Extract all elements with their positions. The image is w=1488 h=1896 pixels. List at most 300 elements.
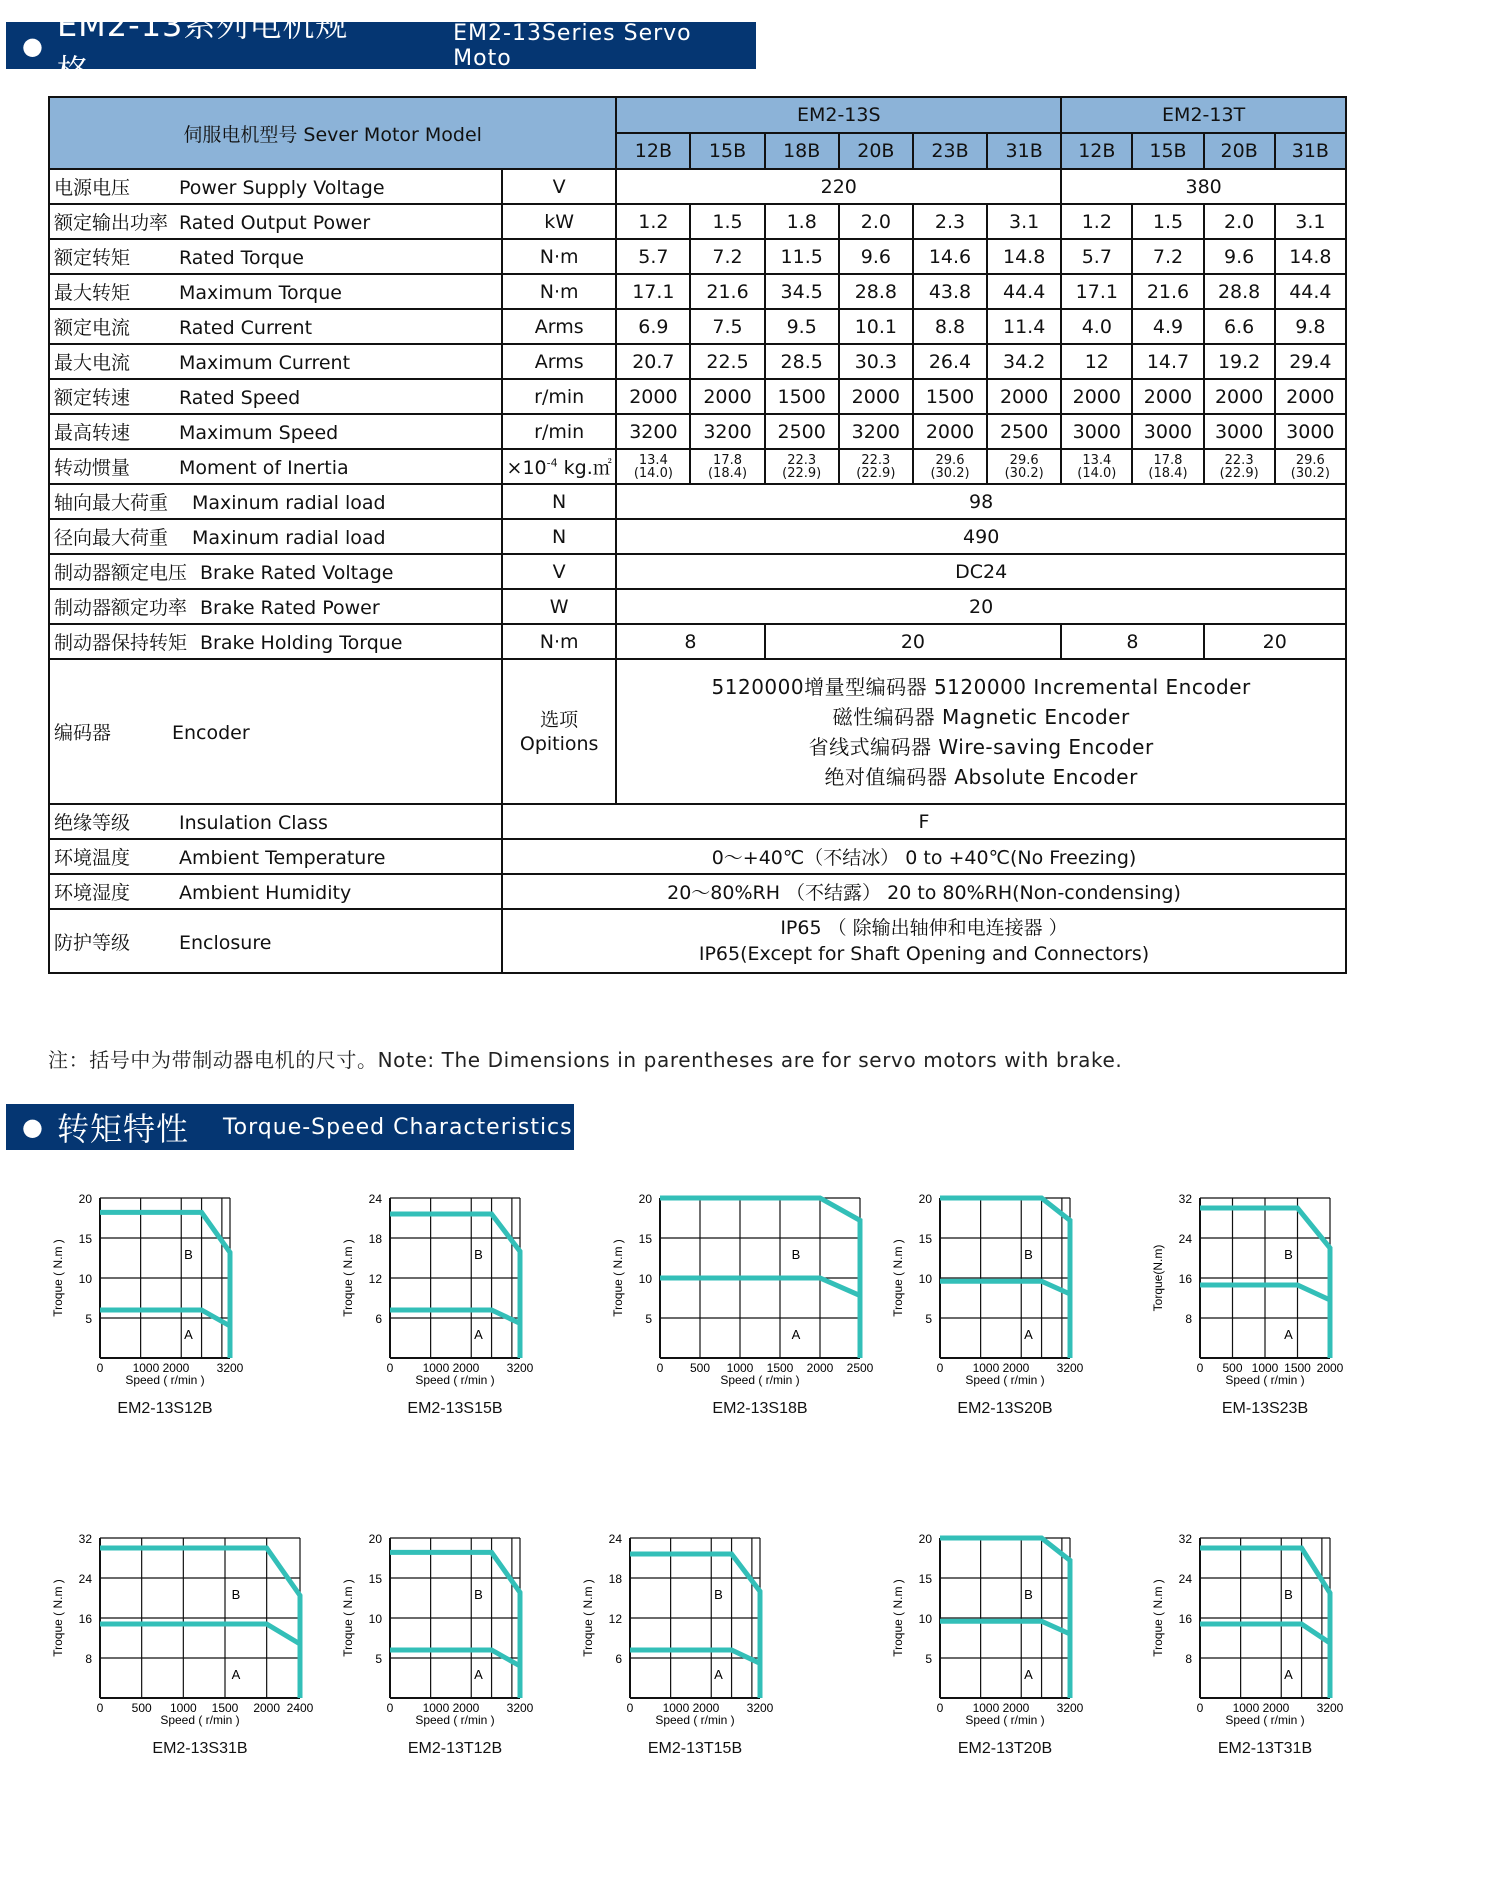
x-tick-label: 0 xyxy=(656,1361,664,1375)
y-axis-label: Troque ( N.m ) xyxy=(891,1239,905,1317)
table-row xyxy=(49,274,1346,309)
value-cell: 1.5 xyxy=(1132,204,1203,239)
model-header: 伺服电机型号 Sever Motor Model xyxy=(49,97,616,169)
x-tick-label: 0 xyxy=(386,1361,394,1375)
y-tick-label: 12 xyxy=(608,1612,622,1626)
unit-cell: V xyxy=(502,169,616,204)
value-cell: 9.6 xyxy=(1204,239,1275,274)
row-label-en: Brake Holding Torque xyxy=(200,632,403,654)
section-header-specs xyxy=(6,5,756,90)
y-tick-label: 10 xyxy=(638,1272,652,1286)
region-label-b: B xyxy=(474,1246,483,1262)
value-cell: 8.8 xyxy=(913,309,987,344)
inertia-value: 13.4 xyxy=(1082,452,1112,468)
x-tick-label: 1500 xyxy=(766,1361,794,1375)
torque-curve-b xyxy=(100,1212,230,1358)
y-tick-label: 5 xyxy=(375,1652,382,1666)
value-cell: 34.2 xyxy=(987,344,1061,379)
model-header-cell: 23B xyxy=(913,133,987,169)
inertia-value: 22.3 xyxy=(1224,452,1254,468)
unit-cell: W xyxy=(502,589,616,624)
x-tick-label: 3200 xyxy=(1056,1701,1084,1715)
unit-cell: N·m xyxy=(502,624,616,659)
voltage-s: 220 xyxy=(616,169,1061,204)
table-row xyxy=(49,309,1346,344)
value-cell: 490 xyxy=(616,519,1346,554)
row-label xyxy=(49,379,502,414)
y-tick-label: 24 xyxy=(368,1192,382,1206)
option-label-en: Opitions xyxy=(519,732,599,755)
inertia-value: 22.3 xyxy=(787,452,817,468)
row-label xyxy=(49,344,502,379)
torque-curve-b xyxy=(390,1552,520,1698)
value-cell xyxy=(1275,449,1346,484)
value-cell: 34.5 xyxy=(765,274,839,309)
value-cell: 4.0 xyxy=(1061,309,1132,344)
model-header-cell: 31B xyxy=(1275,133,1346,169)
table-row xyxy=(49,239,1346,274)
unit-cell xyxy=(502,659,616,804)
value-cell: 44.4 xyxy=(1275,274,1346,309)
torque-chart xyxy=(40,1530,314,1770)
torque-curve-b xyxy=(390,1214,520,1358)
row-label xyxy=(49,874,502,909)
x-tick-label: 3200 xyxy=(1316,1701,1344,1715)
value-cell xyxy=(987,449,1061,484)
encoder-option: 绝对值编码器 Absolute Encoder xyxy=(824,764,1138,789)
y-tick-label: 24 xyxy=(608,1532,622,1546)
y-tick-label: 8 xyxy=(1185,1312,1192,1326)
y-tick-label: 15 xyxy=(918,1572,932,1586)
value-cell: 6.9 xyxy=(616,309,690,344)
row-label-zh: 径向最大荷重 xyxy=(54,527,169,549)
table-row xyxy=(49,874,1346,909)
x-tick-label: 1000 2000 xyxy=(422,1361,480,1375)
region-label-b: B xyxy=(1284,1586,1293,1602)
value-cell: 14.8 xyxy=(987,239,1061,274)
chart-title: EM2-13S18B xyxy=(712,1400,808,1417)
inertia-brake-value: (22.9) xyxy=(1219,465,1259,481)
value-cell: 98 xyxy=(616,484,1346,519)
table-row xyxy=(49,659,1346,804)
value-cell: 21.6 xyxy=(1132,274,1203,309)
y-tick-label: 10 xyxy=(368,1612,382,1626)
y-tick-label: 10 xyxy=(918,1612,932,1626)
x-tick-label: 500 xyxy=(131,1701,152,1715)
x-tick-label: 2000 xyxy=(1316,1361,1344,1375)
section-header-torque xyxy=(6,1104,574,1150)
table-row xyxy=(49,589,1346,624)
value-cell: 10.1 xyxy=(839,309,913,344)
chart-plot xyxy=(1140,1530,1390,1750)
model-header-cell: 18B xyxy=(765,133,839,169)
value-cell: 2000 xyxy=(839,379,913,414)
x-tick-label: 1000 2000 xyxy=(422,1701,480,1715)
region-label-b: B xyxy=(1284,1246,1293,1262)
enclosure-line: IP65 （ 除输出轴伸和电连接器 ） xyxy=(780,917,1068,939)
row-label-zh: 制动器额定电压 xyxy=(54,562,188,584)
y-tick-label: 15 xyxy=(78,1232,92,1246)
group-header-t: EM2-13T xyxy=(1061,97,1346,133)
value-cell: 20 xyxy=(1204,624,1346,659)
torque-chart xyxy=(1140,1190,1390,1430)
y-tick-label: 15 xyxy=(638,1232,652,1246)
row-label xyxy=(49,804,502,839)
inertia-brake-value: (14.0) xyxy=(633,465,673,481)
x-tick-label: 3200 xyxy=(1056,1361,1084,1375)
value-cell: 9.8 xyxy=(1275,309,1346,344)
value-cell: 2500 xyxy=(987,414,1061,449)
row-label xyxy=(49,839,502,874)
chart-title: EM2-13T15B xyxy=(647,1740,743,1757)
y-axis-label: Troque ( N.m ) xyxy=(891,1579,905,1657)
y-tick-label: 32 xyxy=(1178,1192,1192,1206)
value-cell: 7.2 xyxy=(1132,239,1203,274)
value-cell: 3000 xyxy=(1275,414,1346,449)
region-label-b: B xyxy=(474,1586,483,1602)
value-cell: 17.1 xyxy=(616,274,690,309)
row-label-zh: 最大电流 xyxy=(54,352,131,374)
y-tick-label: 5 xyxy=(85,1312,92,1326)
y-tick-label: 16 xyxy=(1178,1612,1192,1626)
chart-title: EM-13S23B xyxy=(1221,1400,1309,1417)
value-cell: 14.6 xyxy=(913,239,987,274)
row-label-en: Maxinum radial load xyxy=(192,492,386,514)
table-row xyxy=(49,839,1346,874)
y-tick-label: 16 xyxy=(1178,1272,1192,1286)
x-tick-label: 0 xyxy=(1196,1701,1204,1715)
row-label-zh: 环境温度 xyxy=(54,847,131,869)
table-row xyxy=(49,414,1346,449)
value-cell: 21.6 xyxy=(690,274,764,309)
row-label-en: Ambient Temperature xyxy=(179,847,386,869)
option-label-zh: 选项 xyxy=(540,708,579,731)
chart-title: EM2-13S20B xyxy=(957,1400,1053,1417)
y-axis-label: Troque ( N.m ) xyxy=(1151,1579,1165,1657)
torque-curve-a xyxy=(100,1624,300,1644)
bullet-icon: ● xyxy=(22,31,43,60)
value-cell: 17.1 xyxy=(1061,274,1132,309)
unit-prefix: ×10 xyxy=(506,457,547,479)
value-cell: 28.8 xyxy=(1204,274,1275,309)
inertia-brake-value: (22.9) xyxy=(856,465,896,481)
inertia-brake-value: (30.2) xyxy=(930,465,970,481)
model-header-cell: 12B xyxy=(616,133,690,169)
row-label-zh: 最高转速 xyxy=(54,422,131,444)
row-label xyxy=(49,554,502,589)
y-tick-label: 10 xyxy=(78,1272,92,1286)
value-cell: 2.3 xyxy=(913,204,987,239)
value-cell: 14.8 xyxy=(1275,239,1346,274)
x-axis-label: Speed ( r/min ) xyxy=(415,1713,495,1727)
row-label-en: Brake Rated Power xyxy=(200,597,380,619)
unit-cell: kW xyxy=(502,204,616,239)
row-label xyxy=(49,484,502,519)
value-cell: 44.4 xyxy=(987,274,1061,309)
value-cell: 3200 xyxy=(690,414,764,449)
y-tick-label: 6 xyxy=(375,1312,382,1326)
inertia-value: 22.3 xyxy=(861,452,891,468)
value-cell: DC24 xyxy=(616,554,1346,589)
voltage-t: 380 xyxy=(1061,169,1346,204)
x-axis-label: Speed ( r/min ) xyxy=(965,1373,1045,1387)
model-header-cell: 15B xyxy=(1132,133,1203,169)
value-cell xyxy=(765,449,839,484)
unit-cell: Arms xyxy=(502,344,616,379)
y-tick-label: 20 xyxy=(78,1192,92,1206)
value-cell: 12 xyxy=(1061,344,1132,379)
row-label-en: Rated Output Power xyxy=(179,212,371,234)
x-tick-label: 3200 xyxy=(506,1701,534,1715)
chart-plot xyxy=(880,1190,1130,1410)
chart-plot xyxy=(600,1190,874,1410)
row-label xyxy=(49,239,502,274)
value-cell: 2000 xyxy=(1204,379,1275,414)
model-header-cell: 15B xyxy=(690,133,764,169)
row-label-zh: 转动惯量 xyxy=(54,457,131,479)
y-tick-label: 16 xyxy=(78,1612,92,1626)
value-cell xyxy=(839,449,913,484)
region-label-a: A xyxy=(184,1326,193,1342)
encoder-option: 磁性编码器 Magnetic Encoder xyxy=(832,704,1130,729)
x-tick-label: 1500 xyxy=(211,1701,239,1715)
unit-cell: N xyxy=(502,519,616,554)
x-axis-label: Speed ( r/min ) xyxy=(415,1373,495,1387)
value-cell: 28.5 xyxy=(765,344,839,379)
region-label-b: B xyxy=(1024,1586,1033,1602)
x-tick-label: 0 xyxy=(96,1361,104,1375)
x-tick-label: 0 xyxy=(936,1361,944,1375)
row-label-en: Enclosure xyxy=(179,931,272,954)
inertia-brake-value: (30.2) xyxy=(1290,465,1330,481)
y-tick-label: 15 xyxy=(368,1572,382,1586)
row-label xyxy=(49,204,502,239)
x-tick-label: 1000 2000 xyxy=(972,1361,1030,1375)
value-cell: 3000 xyxy=(1132,414,1203,449)
value-cell: 2000 xyxy=(1061,379,1132,414)
chart-title: EM2-13S12B xyxy=(117,1400,213,1417)
value-cell: 8 xyxy=(1061,624,1203,659)
x-axis-label: Speed ( r/min ) xyxy=(160,1713,240,1727)
region-label-b: B xyxy=(184,1246,193,1262)
value-cell: 9.5 xyxy=(765,309,839,344)
value-cell: 22.5 xyxy=(690,344,764,379)
value-cell: 20.7 xyxy=(616,344,690,379)
y-axis-label: Troque ( N.m ) xyxy=(341,1579,355,1657)
footnote: 注：括号中为带制动器电机的尺寸。Note: The Dimensions in parentheses are for servo motors with brake. xyxy=(48,1048,1123,1072)
torque-curve-a xyxy=(630,1650,760,1663)
row-label-en: Maxinum radial load xyxy=(192,527,386,549)
row-label-zh: 额定转矩 xyxy=(54,247,131,269)
region-label-b: B xyxy=(231,1586,241,1602)
row-label-zh: 轴向最大荷重 xyxy=(54,492,169,514)
y-tick-label: 12 xyxy=(368,1272,382,1286)
x-tick-label: 0 xyxy=(386,1701,394,1715)
value-cell: 26.4 xyxy=(913,344,987,379)
table-row xyxy=(49,909,1346,973)
row-label xyxy=(49,169,502,204)
value-cell: 3.1 xyxy=(987,204,1061,239)
torque-curve-a xyxy=(1200,1624,1330,1643)
y-tick-label: 10 xyxy=(918,1272,932,1286)
chart-plot xyxy=(40,1530,314,1750)
table-row xyxy=(49,344,1346,379)
x-axis-label: Speed ( r/min ) xyxy=(655,1713,735,1727)
region-label-a: A xyxy=(1284,1326,1293,1342)
table-row xyxy=(49,169,1346,204)
value-cell: 20 xyxy=(765,624,1062,659)
row-label-zh: 制动器额定功率 xyxy=(54,597,188,619)
region-label-a: A xyxy=(1284,1666,1293,1682)
spec-table xyxy=(48,96,1347,974)
x-tick-label: 2400 xyxy=(286,1701,314,1715)
row-label-en: Maximum Torque xyxy=(179,282,342,304)
encoder-option: 5120000增量型编码器 5120000 Incremental Encoder xyxy=(711,674,1251,699)
row-label xyxy=(49,309,502,344)
x-tick-label: 2000 xyxy=(253,1701,281,1715)
value-cell xyxy=(1061,449,1132,484)
y-tick-label: 24 xyxy=(78,1572,92,1586)
x-tick-label: 3200 xyxy=(216,1361,244,1375)
y-tick-label: 20 xyxy=(918,1192,932,1206)
value-cell: 43.8 xyxy=(913,274,987,309)
inertia-value: 17.8 xyxy=(713,452,742,468)
value-cell: 20～80%RH （不结露） 20 to 80%RH(Non-condensing) xyxy=(502,874,1346,909)
row-label xyxy=(49,414,502,449)
region-label-b: B xyxy=(1024,1246,1033,1262)
inertia-brake-value: (18.4) xyxy=(1148,465,1188,481)
torque-curve-a xyxy=(940,1281,1070,1294)
value-cell: F xyxy=(502,804,1346,839)
value-cell xyxy=(1204,449,1275,484)
table-row xyxy=(49,519,1346,554)
region-label-b: B xyxy=(714,1586,723,1602)
x-axis-label: Speed ( r/min ) xyxy=(720,1373,800,1387)
torque-curve-a xyxy=(660,1278,860,1296)
x-tick-label: 1000 xyxy=(726,1361,754,1375)
chart-title: EM2-13T20B xyxy=(957,1740,1053,1757)
value-cell: 14.7 xyxy=(1132,344,1203,379)
y-axis-label: Troque ( N.m ) xyxy=(341,1239,355,1317)
y-tick-label: 32 xyxy=(1178,1532,1192,1546)
x-tick-label: 1000 2000 xyxy=(1232,1701,1290,1715)
row-label-zh: 电源电压 xyxy=(54,177,131,199)
x-tick-label: 0 xyxy=(96,1701,104,1715)
torque-chart xyxy=(330,1190,580,1430)
torque-chart xyxy=(880,1530,1130,1770)
value-cell: 2.0 xyxy=(839,204,913,239)
row-label-zh: 环境湿度 xyxy=(54,882,131,904)
x-tick-label: 2500 xyxy=(846,1361,874,1375)
table-row xyxy=(49,804,1346,839)
inertia-brake-value: (30.2) xyxy=(1004,465,1044,481)
region-label-a: A xyxy=(791,1326,801,1342)
y-tick-label: 8 xyxy=(85,1652,92,1666)
y-tick-label: 8 xyxy=(1185,1652,1192,1666)
unit-cell: Arms xyxy=(502,309,616,344)
y-tick-label: 20 xyxy=(638,1192,652,1206)
row-label-en: Insulation Class xyxy=(179,812,328,834)
value-cell: 29.4 xyxy=(1275,344,1346,379)
row-label xyxy=(49,519,502,554)
bullet-icon: ● xyxy=(22,1113,43,1141)
y-tick-label: 5 xyxy=(645,1312,652,1326)
value-cell xyxy=(1132,449,1203,484)
row-label-zh: 最大转矩 xyxy=(54,282,131,304)
value-cell: 2500 xyxy=(765,414,839,449)
row-label-zh: 额定输出功率 xyxy=(54,212,169,234)
table-row xyxy=(49,624,1346,659)
group-header-s: EM2-13S xyxy=(616,97,1061,133)
torque-chart xyxy=(570,1530,820,1770)
unit-cell: V xyxy=(502,554,616,589)
chart-plot xyxy=(570,1530,820,1750)
value-cell: 30.3 xyxy=(839,344,913,379)
unit-cell: r/min xyxy=(502,414,616,449)
torque-curve-b xyxy=(630,1554,760,1698)
y-tick-label: 18 xyxy=(608,1572,622,1586)
x-axis-label: Speed ( r/min ) xyxy=(1225,1373,1305,1387)
unit-cell xyxy=(502,449,616,484)
value-cell: 1.2 xyxy=(1061,204,1132,239)
model-header-cell: 31B xyxy=(987,133,1061,169)
value-cell: 2000 xyxy=(1132,379,1203,414)
row-label xyxy=(49,659,502,804)
unit-cell: N·m xyxy=(502,239,616,274)
torque-chart xyxy=(330,1530,580,1770)
unit-cell: N xyxy=(502,484,616,519)
x-axis-label: Speed ( r/min ) xyxy=(1225,1713,1305,1727)
value-cell: 2000 xyxy=(1275,379,1346,414)
y-tick-label: 24 xyxy=(1178,1572,1192,1586)
x-tick-label: 1000 xyxy=(1251,1361,1279,1375)
y-axis-label: Troque ( N.m ) xyxy=(581,1579,595,1657)
x-tick-label: 1500 xyxy=(1284,1361,1311,1375)
row-label-en: Rated Current xyxy=(179,317,313,339)
x-tick-label: 1000 2000 xyxy=(662,1701,720,1715)
value-cell xyxy=(616,449,690,484)
row-label-en: Maximum Current xyxy=(179,352,351,374)
x-tick-label: 500 xyxy=(689,1361,711,1375)
unit-cell: N·m xyxy=(502,274,616,309)
value-cell: 19.2 xyxy=(1204,344,1275,379)
value-cell: 2000 xyxy=(690,379,764,414)
chart-plot xyxy=(330,1530,580,1750)
row-label-zh: 额定转速 xyxy=(54,387,131,409)
row-label-zh: 绝缘等级 xyxy=(54,812,131,834)
unit-suffix: kg.㎡ xyxy=(557,457,612,479)
model-header-cell: 12B xyxy=(1061,133,1132,169)
inertia-brake-value: (18.4) xyxy=(707,465,748,481)
value-cell: 0～+40℃（不结冰） 0 to +40℃(No Freezing) xyxy=(502,839,1346,874)
torque-curve-a xyxy=(940,1621,1070,1634)
table-row xyxy=(49,484,1346,519)
inertia-value: 13.4 xyxy=(638,452,668,468)
inertia-value: 17.8 xyxy=(1153,452,1183,468)
x-axis-label: Speed ( r/min ) xyxy=(125,1373,205,1387)
x-tick-label: 1000 2000 xyxy=(132,1361,190,1375)
section-title-zh: EM2-13系列电机规格 xyxy=(56,5,349,90)
x-tick-label: 1000 xyxy=(169,1701,197,1715)
value-cell: 5.7 xyxy=(1061,239,1132,274)
y-tick-label: 20 xyxy=(918,1532,932,1546)
chart-title: EM2-13S31B xyxy=(152,1740,248,1757)
x-tick-label: 3200 xyxy=(506,1361,534,1375)
value-cell: 1500 xyxy=(913,379,987,414)
row-label-en: Rated Speed xyxy=(179,387,301,409)
value-cell: 4.9 xyxy=(1132,309,1203,344)
section-title-en: Torque-Speed Characteristics xyxy=(222,1114,573,1140)
